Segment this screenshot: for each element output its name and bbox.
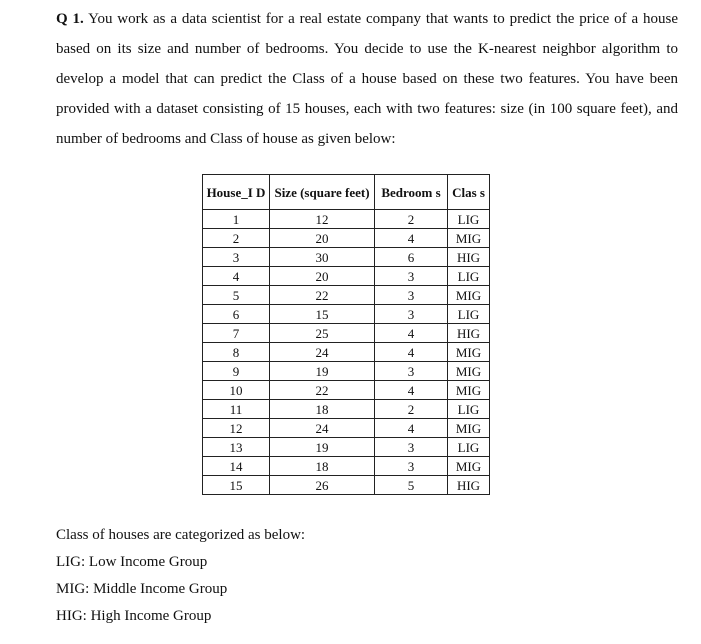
cell-bedrooms: 4 (375, 324, 448, 343)
cell-house-id: 6 (203, 305, 270, 324)
cell-class: MIG (448, 362, 490, 381)
cell-bedrooms: 4 (375, 381, 448, 400)
cell-class: LIG (448, 305, 490, 324)
cell-house-id: 8 (203, 343, 270, 362)
cell-bedrooms: 4 (375, 229, 448, 248)
cell-size: 15 (270, 305, 375, 324)
header-class: Clas s (448, 175, 490, 210)
cell-bedrooms: 4 (375, 343, 448, 362)
cell-class: LIG (448, 267, 490, 286)
cell-size: 25 (270, 324, 375, 343)
table-row (203, 210, 490, 229)
cell-house-id: 11 (203, 400, 270, 419)
table-row (203, 305, 490, 324)
cell-size: 22 (270, 381, 375, 400)
table-row (203, 438, 490, 457)
cell-bedrooms: 3 (375, 457, 448, 476)
cell-size: 20 (270, 267, 375, 286)
cell-house-id: 15 (203, 476, 270, 495)
cell-class: MIG (448, 457, 490, 476)
cell-size: 24 (270, 343, 375, 362)
table-row (203, 343, 490, 362)
cell-class: MIG (448, 286, 490, 305)
houses-table (202, 174, 490, 495)
cell-class: HIG (448, 476, 490, 495)
table-row (203, 362, 490, 381)
cell-bedrooms: 3 (375, 362, 448, 381)
cell-bedrooms: 5 (375, 476, 448, 495)
cell-size: 19 (270, 362, 375, 381)
class-legend-item: HIG: High Income Group (56, 608, 212, 624)
cell-class: LIG (448, 210, 490, 229)
cell-class: LIG (448, 400, 490, 419)
table-header-row (203, 175, 490, 210)
table-row (203, 229, 490, 248)
table-row (203, 267, 490, 286)
class-legend-item: MIG: Middle Income Group (56, 581, 228, 597)
table-row (203, 324, 490, 343)
class-legend (56, 522, 305, 630)
cell-house-id: 9 (203, 362, 270, 381)
cell-house-id: 5 (203, 286, 270, 305)
cell-bedrooms: 2 (375, 210, 448, 229)
cell-class: MIG (448, 419, 490, 438)
cell-size: 19 (270, 438, 375, 457)
cell-size: 20 (270, 229, 375, 248)
cell-bedrooms: 3 (375, 286, 448, 305)
cell-size: 12 (270, 210, 375, 229)
question-paragraph (56, 4, 678, 154)
class-legend-item: LIG: Low Income Group (56, 554, 208, 570)
cell-class: MIG (448, 381, 490, 400)
cell-class: LIG (448, 438, 490, 457)
cell-house-id: 2 (203, 229, 270, 248)
table-row (203, 286, 490, 305)
cell-house-id: 7 (203, 324, 270, 343)
header-size: Size (square feet) (270, 175, 375, 210)
cell-size: 18 (270, 400, 375, 419)
table-row (203, 381, 490, 400)
table-row (203, 457, 490, 476)
cell-house-id: 13 (203, 438, 270, 457)
cell-bedrooms: 3 (375, 267, 448, 286)
cell-house-id: 10 (203, 381, 270, 400)
table-row (203, 476, 490, 495)
cell-house-id: 12 (203, 419, 270, 438)
header-bedrooms: Bedroom s (375, 175, 448, 210)
cell-class: MIG (448, 229, 490, 248)
cell-bedrooms: 3 (375, 305, 448, 324)
cell-size: 18 (270, 457, 375, 476)
table-row (203, 400, 490, 419)
cell-bedrooms: 4 (375, 419, 448, 438)
cell-house-id: 4 (203, 267, 270, 286)
cell-size: 22 (270, 286, 375, 305)
cell-class: MIG (448, 343, 490, 362)
cell-house-id: 1 (203, 210, 270, 229)
table-body (203, 210, 490, 495)
table-row (203, 419, 490, 438)
table-row (203, 248, 490, 267)
cell-class: HIG (448, 248, 490, 267)
cell-bedrooms: 6 (375, 248, 448, 267)
cell-bedrooms: 3 (375, 438, 448, 457)
cell-house-id: 3 (203, 248, 270, 267)
cell-bedrooms: 2 (375, 400, 448, 419)
cell-class: HIG (448, 324, 490, 343)
cell-size: 30 (270, 248, 375, 267)
question-number: Q 1. (56, 11, 84, 27)
cell-size: 24 (270, 419, 375, 438)
header-house-id: House_I D (203, 175, 270, 210)
class-legend-intro: Class of houses are categorized as below: (56, 527, 306, 543)
question-text: You work as a data scientist for a real estate company that wants to predict the price of a house based on its size and number of bedrooms. You decide to use the K-nearest neighbor algorithm to develop a model that can predict the Class of a house based on these two features. You have been provided with a dataset consisting of 15 houses, each with two features: size (in 100 square feet), and number of bedrooms and Class of house as given below: (56, 11, 678, 147)
cell-house-id: 14 (203, 457, 270, 476)
cell-size: 26 (270, 476, 375, 495)
